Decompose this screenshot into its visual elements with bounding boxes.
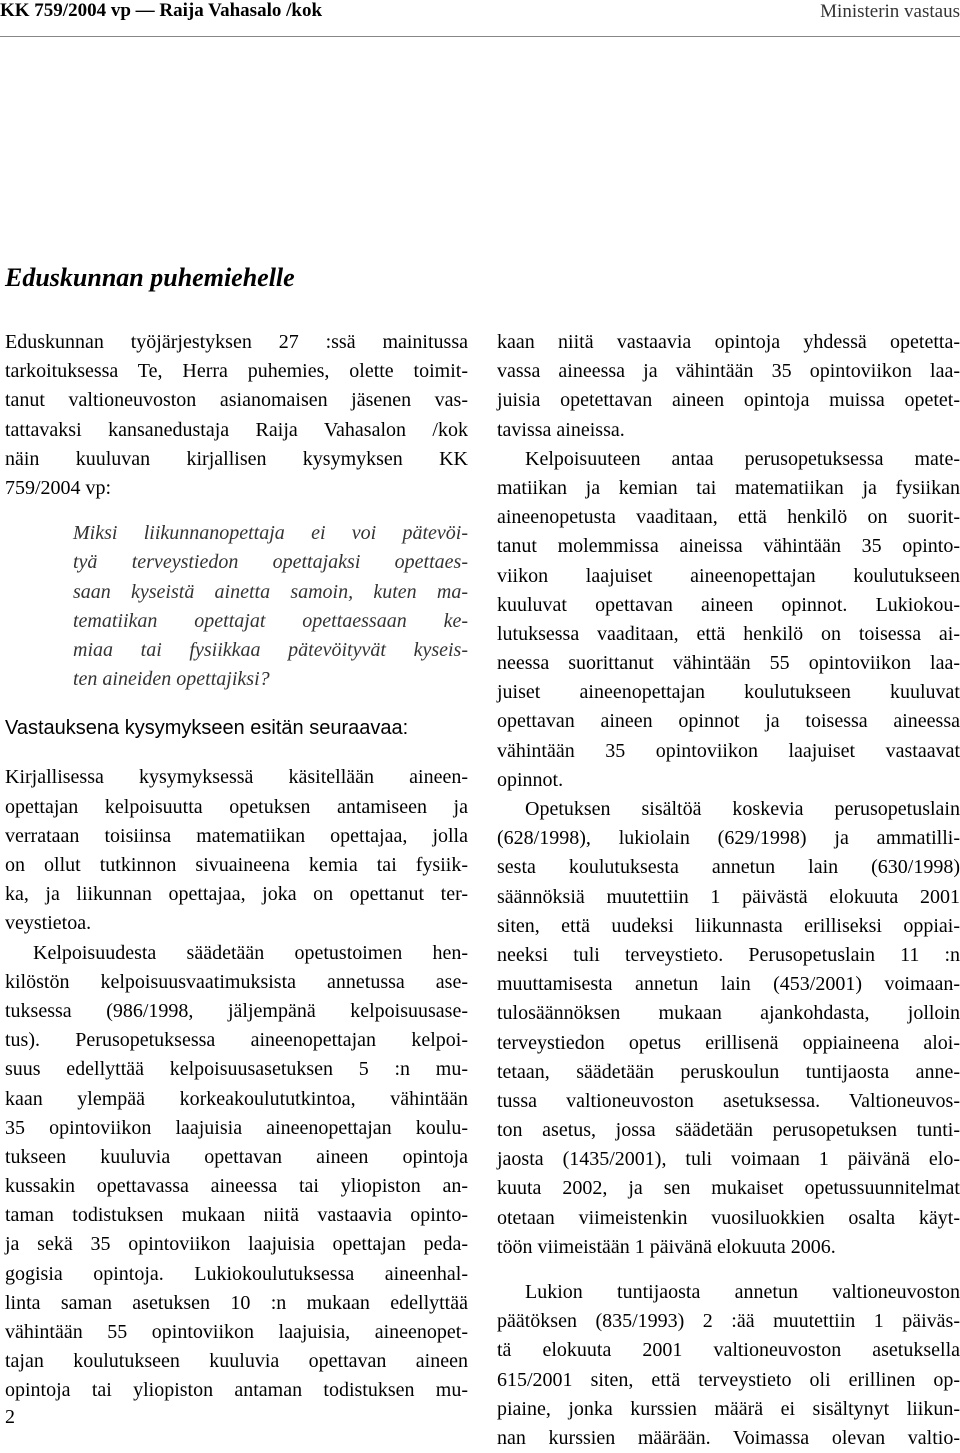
text-line: 615/2001 siten, että terveystieto oli erillinen op- bbox=[497, 1368, 960, 1391]
text-line: päätöksen (835/1993) 2 :ää muutettiin 1 päiväs- bbox=[497, 1310, 960, 1333]
text-line: ja sekä 35 opintoviikon laajuisia opettajan peda- bbox=[5, 1233, 468, 1256]
text-line: terveystiedon opetus erillisenä oppiaineena aloi- bbox=[497, 1031, 960, 1054]
text-line: otetaan viimeistenkin vuosiluokkien osalta käyt- bbox=[497, 1206, 960, 1229]
text-line: vähintään 55 opintoviikon laajuisia, aineenopet- bbox=[5, 1321, 468, 1343]
text-line: tanut molemmissa aineissa vähintään 35 opinto- bbox=[497, 535, 960, 558]
text-line: kaan ylempää korkeakoulututkintoa, vähintään bbox=[5, 1087, 468, 1110]
text-line: opintoja tai yliopiston antaman todistuksen mu- bbox=[5, 1379, 468, 1402]
text-line: ten aineiden opettajiksi? bbox=[73, 668, 270, 691]
text-line: kilöstön kelpoisuusvaatimuksista annetussa ase- bbox=[5, 970, 468, 993]
text-line: tavissa aineissa. bbox=[497, 418, 625, 441]
text-line: kaan niitä vastaavia opintoja yhdessä opetetta- bbox=[497, 331, 960, 353]
text-line: opettajan kelpoisuutta opetuksen antamiseen ja bbox=[5, 795, 468, 818]
text-line: linta saman asetuksen 10 :n mukaan edellyttää bbox=[5, 1291, 468, 1314]
text-line: Eduskunnan työjärjestyksen 27 :ssä mainitussa bbox=[5, 331, 468, 353]
text-line: verrataan toisiinsa matematiikan opettajaa, jolla bbox=[5, 824, 468, 847]
text-line: gogisia opintoja. Lukiokoulutuksessa aineenhal- bbox=[5, 1262, 468, 1285]
text-line: töön viimeistään 1 päivänä elokuuta 2006. bbox=[497, 1235, 836, 1258]
text-line: siten, että uudeksi liikunnasta erilliseksi oppiai- bbox=[497, 914, 960, 937]
right-column bbox=[497, 328, 960, 1453]
text-line: nan kurssien määrään. Voimassa olevan valtio- bbox=[497, 1426, 960, 1449]
text-line: Lukion tuntijaosta annetun valtioneuvoston bbox=[525, 1281, 960, 1303]
text-line: vassa aineessa ja vähintään 35 opintoviikon laa- bbox=[497, 360, 960, 383]
text-line: opinnot. bbox=[497, 768, 564, 791]
header-rule bbox=[0, 36, 960, 37]
text-line: tajan koulutukseen kuuluvia opettavan aineen bbox=[5, 1350, 468, 1373]
text-line: matiikan ja kemian tai matematiikan ja fysiikan bbox=[497, 476, 960, 499]
answer-paragraph-5 bbox=[497, 795, 960, 1262]
text-line: saan kyseistä ainetta samoin, kuten ma- bbox=[73, 580, 468, 603]
text-line: Opetuksen sisältöä koskevia perusopetuslain bbox=[525, 798, 960, 820]
text-line: taman todistuksen mukaan niitä vastaavia opinto- bbox=[5, 1204, 468, 1227]
text-line: Miksi liikunnanopettaja ei voi pätevöi- bbox=[73, 522, 468, 545]
text-line: sesta koulutuksesta annetun lain (630/1998) bbox=[497, 856, 960, 879]
text-line: vähintään 35 opintoviikon laajuiset vastaavat bbox=[497, 739, 960, 762]
header-section-label: Ministerin vastaus bbox=[820, 1, 960, 22]
text-line: ka, ja liikunnan opettajaa, joka on opettanut ter- bbox=[5, 883, 468, 906]
text-line: tattavaksi kansanedustaja Raija Vahasalon /kok bbox=[5, 418, 468, 441]
spacer bbox=[5, 694, 468, 714]
page-title: Eduskunnan puhemiehelle bbox=[5, 263, 295, 292]
page-number: 2 bbox=[5, 1406, 15, 1428]
answer-paragraph-6 bbox=[497, 1278, 960, 1453]
text-line: tematiikan opettajat opettaessaan ke- bbox=[73, 609, 468, 632]
text-line: aineenopetusta vaaditaan, että henkilö on suorit- bbox=[497, 506, 960, 529]
text-line: (628/1998), lukiolain (629/1998) ja ammatilli- bbox=[497, 827, 960, 850]
text-line: 35 opintoviikon laajuisia aineenopettajan koulu- bbox=[5, 1116, 468, 1139]
text-line: kuuluvat opettavan aineen opinnot. Lukiokou- bbox=[497, 593, 960, 616]
intro-paragraph bbox=[5, 328, 468, 503]
answer-paragraph-4 bbox=[497, 445, 960, 795]
text-line: neeksi tuli terveystieto. Perusopetuslain 11 :n bbox=[497, 943, 960, 966]
text-line: muuttamisesta annetun lain (453/2001) voimaan- bbox=[497, 973, 960, 996]
text-line: opettavan aineen opinnot ja toisessa aineessa bbox=[497, 710, 960, 733]
text-line: ton asetus, jossa säädetään perusopetuksen tunti- bbox=[497, 1119, 960, 1142]
answer-paragraph-3 bbox=[497, 328, 960, 445]
text-line: tussa valtioneuvoston asetuksessa. Valtioneuvos- bbox=[497, 1089, 960, 1112]
text-line: tyä terveystiedon opettajaksi opettaes- bbox=[73, 551, 468, 574]
spacer bbox=[5, 743, 468, 763]
text-line: tetaan, säädetään peruskoulun tuntijaosta anne- bbox=[497, 1060, 960, 1083]
text-line: viikon laajuiset aineenopettajan koulutukseen bbox=[497, 564, 960, 587]
text-line: tuksessa (986/1998, jäljempänä kelpoisuusase- bbox=[5, 999, 468, 1022]
text-line: miaa tai fysiikkaa pätevöityvät kyseis- bbox=[73, 638, 468, 661]
text-line: neessa suorittanut vähintään 55 opintoviikon laa- bbox=[497, 652, 960, 675]
text-line: suus edellyttää kelpoisuusasetuksen 5 :n mu- bbox=[5, 1058, 468, 1081]
text-line: juisia opetettavan aineen opintoja muissa opetet- bbox=[497, 389, 960, 412]
text-line: Kelpoisuudesta säädetään opetustoimen hen- bbox=[33, 941, 468, 964]
text-line: on ollut tutkinnon sivuaineena kemia tai fysiik- bbox=[5, 854, 468, 876]
spacer bbox=[497, 1262, 960, 1278]
text-line: tukseen kuuluvia opettavan aineen opintoja bbox=[5, 1145, 468, 1168]
spacer bbox=[5, 503, 468, 519]
text-line: tus). Perusopetuksessa aineenopettajan kelpoi- bbox=[5, 1029, 468, 1052]
text-line: juiset aineenopettajan koulutukseen kuuluvat bbox=[497, 681, 960, 704]
question-quote bbox=[5, 519, 468, 694]
text-line: Kirjallisessa kysymyksessä käsitellään aineen- bbox=[5, 766, 468, 789]
left-column bbox=[5, 328, 468, 1406]
text-line: näin kuuluvan kirjallisen kysymyksen KK bbox=[5, 447, 468, 470]
text-line: tarkoituksessa Te, Herra puhemies, olette toimit- bbox=[5, 360, 468, 383]
text-line: tanut valtioneuvoston asianomaisen jäsenen vas- bbox=[5, 389, 468, 412]
text-line: lutuksessa vaaditaan, että henkilö on toisessa ai- bbox=[497, 622, 960, 645]
header-document-id: KK 759/2004 vp — Raija Vahasalo /kok bbox=[0, 0, 323, 21]
text-line: kuuta 2002, ja sen mukaiset opetussuunnitelmat bbox=[497, 1177, 960, 1200]
text-line: veystietoa. bbox=[5, 912, 92, 935]
text-line: säännöksiä muutettiin 1 päivästä elokuuta 2001 bbox=[497, 885, 960, 908]
text-line: kussakin opettavassa aineessa tai yliopiston an- bbox=[5, 1175, 468, 1198]
text-line: piaine, jonka kurssien määrä ei sisältynyt liikun- bbox=[497, 1397, 960, 1420]
answer-intro: Vastauksena kysymykseen esitän seuraavaa: bbox=[5, 717, 409, 740]
text-line: tulosäännöksen mukaan ajankohdasta, jolloin bbox=[497, 1002, 960, 1025]
text-line: tä elokuuta 2001 valtioneuvoston asetuksella bbox=[497, 1339, 960, 1362]
text-line: 759/2004 vp: bbox=[5, 476, 112, 499]
answer-paragraph-1 bbox=[5, 763, 468, 938]
text-line: jaosta (1435/2001), tuli voimaan 1 päivänä elo- bbox=[497, 1148, 960, 1171]
text-line: Kelpoisuuteen antaa perusopetuksessa mate- bbox=[525, 447, 960, 470]
answer-paragraph-2 bbox=[5, 939, 468, 1406]
